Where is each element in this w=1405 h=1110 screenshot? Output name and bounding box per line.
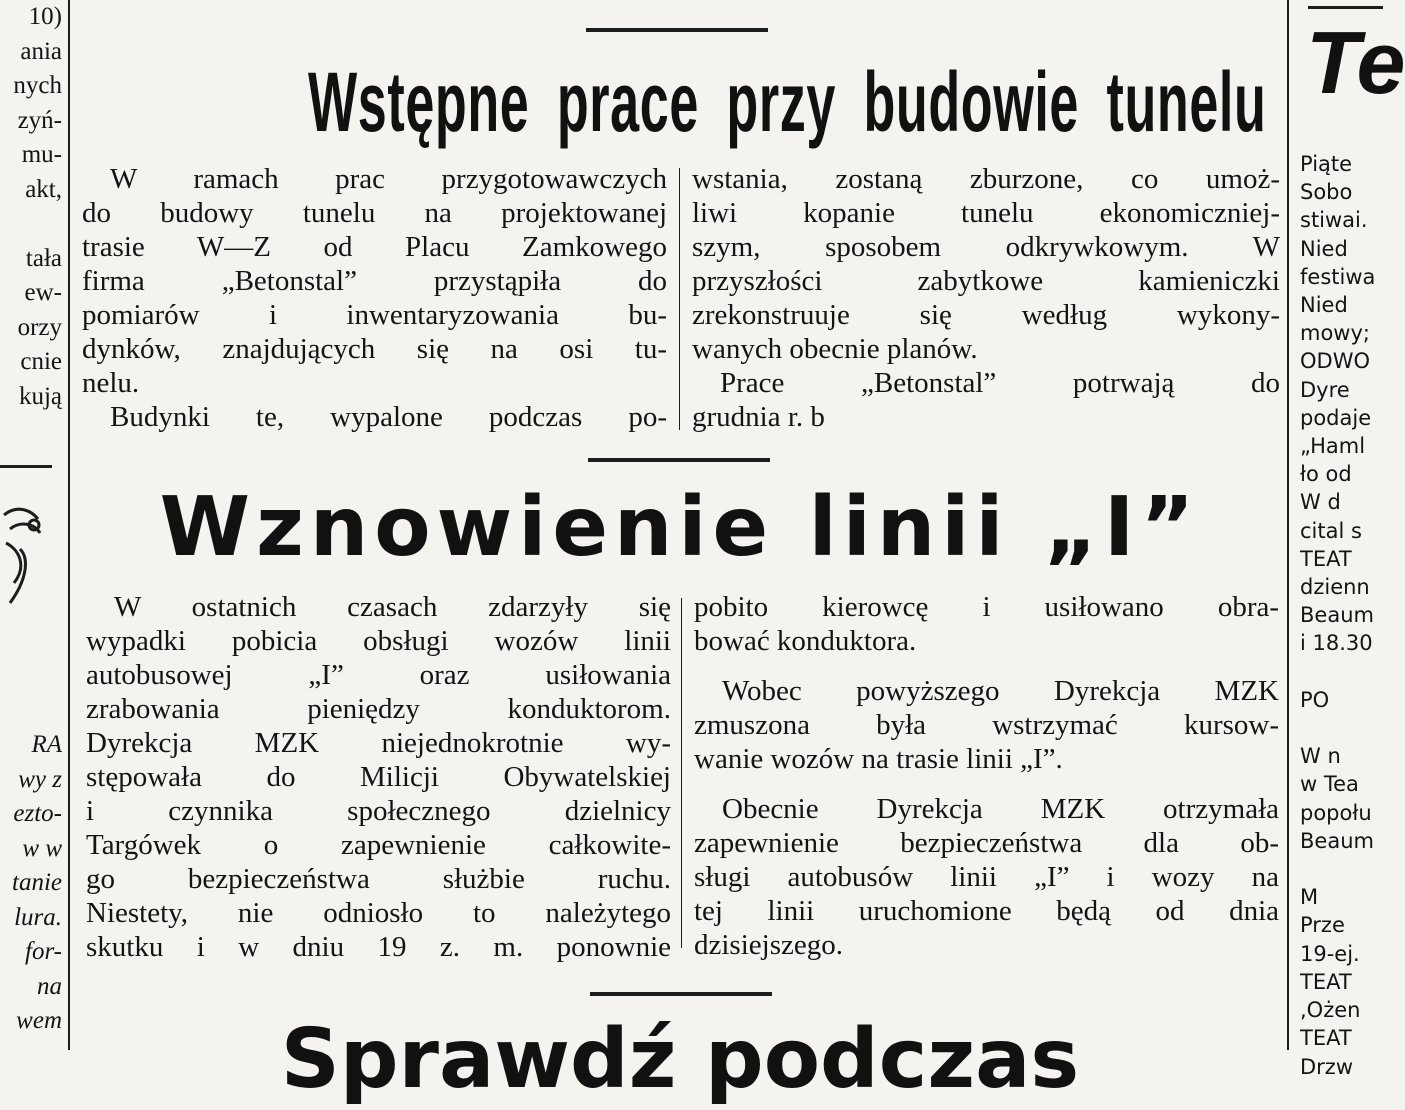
margin-line: 10) bbox=[28, 3, 62, 30]
article-line: skutku i w dniu 19 z. m. ponownie bbox=[86, 931, 671, 963]
article-line: bować konduktora. bbox=[694, 625, 917, 657]
margin-line: „Haml bbox=[1300, 434, 1366, 459]
margin-line: wy z bbox=[18, 765, 62, 793]
margin-line: tanie bbox=[12, 869, 62, 896]
article-2-headline: Wznowienie linii „I” bbox=[159, 480, 1201, 575]
margin-line bbox=[1300, 658, 1383, 686]
article-1-headline: Wstępne prace przy budowie tunelu bbox=[308, 55, 1267, 149]
article-line: grudnia r. b bbox=[692, 401, 825, 433]
article-line: trasie W—Z od Placu Zamkowego bbox=[82, 231, 667, 263]
article-line: wypadki pobicia obsługi wozów linii bbox=[86, 625, 671, 657]
article-line: Wobec powyższego Dyrekcja MZK bbox=[722, 675, 1279, 707]
margin-line: Drzw bbox=[1300, 1054, 1354, 1079]
article-line: wanych obecnie planów. bbox=[692, 333, 978, 365]
margin-line: Piąte bbox=[1300, 152, 1353, 176]
article-line: Targówek o zapewnienie całkowite- bbox=[86, 829, 671, 861]
margin-line: Nied bbox=[1300, 293, 1348, 318]
margin-line: M bbox=[1300, 885, 1319, 910]
paragraph-gap bbox=[694, 776, 1279, 792]
right-margin-top-rule bbox=[1308, 6, 1383, 9]
article-line: Dyrekcja MZK niejednokrotnie wy- bbox=[86, 727, 671, 759]
article-1-column-2 bbox=[692, 162, 1280, 434]
margin-line bbox=[1300, 714, 1383, 742]
right-column-rule bbox=[1287, 0, 1289, 1050]
margin-line: RA bbox=[31, 731, 62, 758]
left-margin-text-lower bbox=[0, 728, 62, 1039]
left-margin-text bbox=[0, 0, 62, 414]
article-line: Prace „Betonstal” potrwają do bbox=[720, 367, 1280, 399]
margin-line: stiwai. bbox=[1300, 208, 1368, 233]
margin-line: w Tea bbox=[1300, 772, 1359, 797]
article-2-column-1 bbox=[86, 590, 671, 964]
margin-line: ania bbox=[20, 37, 62, 65]
article-line: Budynki te, wypalone podczas po- bbox=[110, 401, 667, 433]
article-line: nelu. bbox=[82, 367, 140, 399]
margin-line: ło od bbox=[1300, 462, 1352, 487]
article-line: Obecnie Dyrekcja MZK otrzymała bbox=[722, 793, 1279, 825]
article-3-headline: Sprawdź podczas bbox=[280, 1012, 1080, 1107]
article-line: stępowała do Milicji Obywatelskiej bbox=[86, 761, 671, 793]
margin-line: festiwa bbox=[1300, 264, 1376, 289]
margin-line: lura. bbox=[14, 903, 62, 931]
right-margin-text bbox=[1300, 150, 1383, 1081]
margin-line: podaje bbox=[1300, 405, 1372, 430]
article-line: dzisiejszego. bbox=[694, 929, 843, 961]
article-2-column-2 bbox=[694, 590, 1279, 962]
right-masthead-fragment: Te bbox=[1306, 13, 1405, 112]
margin-line: W d bbox=[1300, 490, 1341, 515]
margin-line: TEAT bbox=[1300, 969, 1352, 994]
article-line: wanie wozów na trasie linii „I”. bbox=[694, 743, 1063, 775]
top-divider-rule bbox=[586, 28, 768, 32]
margin-line: Sobo bbox=[1300, 180, 1353, 205]
margin-line: 19-ej. bbox=[1300, 941, 1360, 966]
margin-line: for- bbox=[25, 938, 62, 965]
margin-line: ew- bbox=[24, 279, 62, 306]
margin-line: mowy; bbox=[1300, 321, 1370, 346]
margin-line: zyń- bbox=[17, 106, 62, 134]
margin-line: cital s bbox=[1300, 518, 1362, 543]
margin-line: TEAT bbox=[1300, 1026, 1352, 1051]
margin-line: mu- bbox=[21, 141, 62, 168]
margin-line: Beaum bbox=[1300, 828, 1374, 853]
margin-line: TEAT bbox=[1300, 546, 1352, 571]
margin-line: PO bbox=[1300, 687, 1330, 712]
margin-line: w w bbox=[22, 834, 62, 862]
article-line: szym, sposobem odkrywkowym. W bbox=[692, 231, 1280, 263]
margin-line: ezto- bbox=[13, 800, 62, 827]
article-2-gutter-rule bbox=[681, 598, 682, 948]
article-1-gutter-rule bbox=[679, 168, 680, 430]
margin-line: Beaum bbox=[1300, 603, 1374, 628]
margin-line: i 18.30 bbox=[1300, 631, 1373, 656]
article-line: pobito kierowcę i usiłowano obra- bbox=[694, 591, 1279, 623]
article-line: firma „Betonstal” przystąpiła do bbox=[82, 265, 667, 297]
margin-line: popołu bbox=[1300, 800, 1372, 825]
article-line: zapewnienie bezpieczeństwa dla ob- bbox=[694, 827, 1279, 859]
ornament-figure-icon bbox=[0, 485, 48, 615]
article-line: W ostatnich czasach zdarzyły się bbox=[114, 591, 671, 623]
article-1-column-1 bbox=[82, 162, 667, 434]
margin-line: wem bbox=[16, 1007, 62, 1034]
article-line: do budowy tunelu na projektowanej bbox=[82, 197, 667, 229]
article-line: sługi autobusów linii „I” i wozy na bbox=[694, 861, 1279, 893]
margin-line: Dyre bbox=[1300, 377, 1350, 402]
article-line: go bezpieczeństwa służbie ruchu. bbox=[86, 863, 671, 895]
article-line: W ramach prac przygotowawczych bbox=[110, 163, 667, 195]
margin-line: akt, bbox=[25, 175, 62, 203]
margin-line bbox=[1300, 855, 1383, 883]
margin-line: kują bbox=[18, 382, 62, 410]
article-line: pomiarów i inwentaryzowania bu- bbox=[82, 299, 667, 331]
margin-line: W n bbox=[1300, 744, 1341, 769]
left-column-rule bbox=[68, 0, 70, 1050]
margin-line: orzy bbox=[17, 313, 62, 341]
margin-line: Prze bbox=[1300, 913, 1345, 938]
article-line: i czynnika społecznego dzielnicy bbox=[86, 795, 671, 827]
margin-line: cnie bbox=[20, 348, 62, 375]
article-line: autobusowej „I” oraz usiłowania bbox=[86, 659, 671, 691]
margin-line bbox=[0, 207, 62, 242]
margin-line: ,Ożen bbox=[1300, 998, 1361, 1023]
article-line: Niestety, nie odniosło to należytego bbox=[86, 897, 671, 929]
article-line: wstania, zostaną zburzone, co umoż- bbox=[692, 163, 1280, 195]
article-line: tej linii uruchomione będą od dnia bbox=[694, 895, 1279, 927]
article-line: zmuszona była wstrzymać kursow- bbox=[694, 709, 1279, 741]
margin-line: dzienn bbox=[1300, 575, 1370, 600]
margin-line: na bbox=[37, 972, 62, 1000]
margin-line: Nied bbox=[1300, 236, 1348, 261]
margin-line: ODWO bbox=[1300, 349, 1370, 374]
article-line: zrekonstruuje się według wykony- bbox=[692, 299, 1280, 331]
article-line: dynków, znajdujących się na osi tu- bbox=[82, 333, 667, 365]
article-line: przyszłości zabytkowe kamieniczki bbox=[692, 265, 1280, 297]
middle-divider-rule bbox=[588, 458, 770, 462]
bottom-divider-rule bbox=[590, 992, 772, 996]
margin-line: tała bbox=[25, 244, 62, 272]
article-line: zrabowania pieniędzy konduktorom. bbox=[86, 693, 671, 725]
margin-line: nych bbox=[13, 72, 62, 99]
left-margin-divider-rule bbox=[0, 465, 52, 468]
article-line: liwi kopanie tunelu ekonomiczniej- bbox=[692, 197, 1280, 229]
paragraph-gap bbox=[694, 658, 1279, 674]
